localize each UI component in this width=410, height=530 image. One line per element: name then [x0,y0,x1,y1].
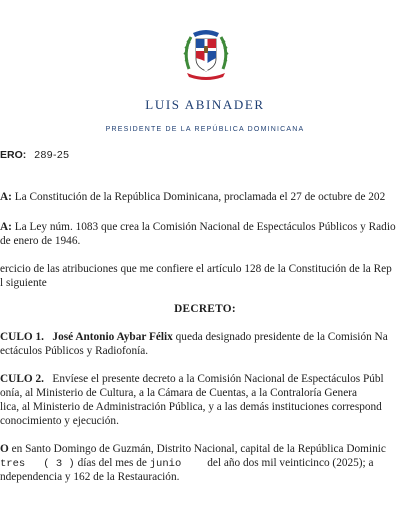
article-2-line2: onía, al Ministerio de Cultura, a la Cámara de Cuentas, a la Contraloría Genera [0,387,357,399]
article-1-label: CULO 1. [0,331,44,343]
article-1 [0,330,388,344]
considerando-2-line1: La Ley núm. 1083 que crea la Comisión Nacional de Espectáculos Públicos y Radio [14,221,396,233]
closing-day-word: tres [0,458,26,470]
considerando-1-label: A: [0,191,12,203]
closing-month: junio [149,458,182,470]
article-2-line3: lica, al Ministerio de Administración Pública, y a las demás instituciones correspond [0,401,382,413]
considerando-2-line2: de enero de 1946. [0,235,81,247]
closing-label: O [0,443,9,455]
header-subtitle: PRESIDENTE DE LA REPÚBLICA DOMINICANA [105,126,305,133]
preamble-line1: ercicio de las atribuciones que me confiere el artículo 128 de la Constitución de la Rep [0,263,392,275]
considerando-2-label: A: [0,221,12,233]
article-2-label: CULO 2. [0,373,44,385]
considerando-1 [0,190,385,204]
closing-line3: ndependencia y 162 de la Restauración. [0,471,180,483]
decree-number-label: ERO: [0,149,27,161]
closing-line2 [0,456,374,471]
article-1-text: queda designado presidente de la Comisión Na [175,331,388,343]
preamble-line2: l siguiente [0,277,47,289]
article-2-line1: Envíese el presente decreto a la Comisión Nacional de Espectáculos Públ [52,373,384,385]
article-2 [0,372,384,386]
article-1-name: José Antonio Aybar Félix [52,331,173,343]
coat-of-arms-icon [181,25,231,83]
closing-text: en Santo Domingo de Guzmán, Distrito Nacional, capital de la República Dominic [11,443,386,455]
considerando-1-text: La Constitución de la República Dominicana, proclamada el 27 de octubre de 202 [14,191,386,203]
article-1-line2: ectáculos Públicos y Radiofonía. [0,345,149,357]
header-name: LUIS ABINADER [145,97,265,112]
closing-mid: días del mes de [77,457,147,469]
article-2-line4: conocimiento y ejecución. [0,415,119,427]
closing-tail: del año dos mil veinticinco (2025); a [207,457,374,469]
closing-line1 [0,442,386,456]
considerando-2 [0,220,396,234]
decree-number-value: 289-25 [34,149,70,161]
decreto-heading: DECRETO: [174,303,236,315]
decree-number [0,148,69,162]
closing-day-number: ( 3 ) [43,458,75,470]
